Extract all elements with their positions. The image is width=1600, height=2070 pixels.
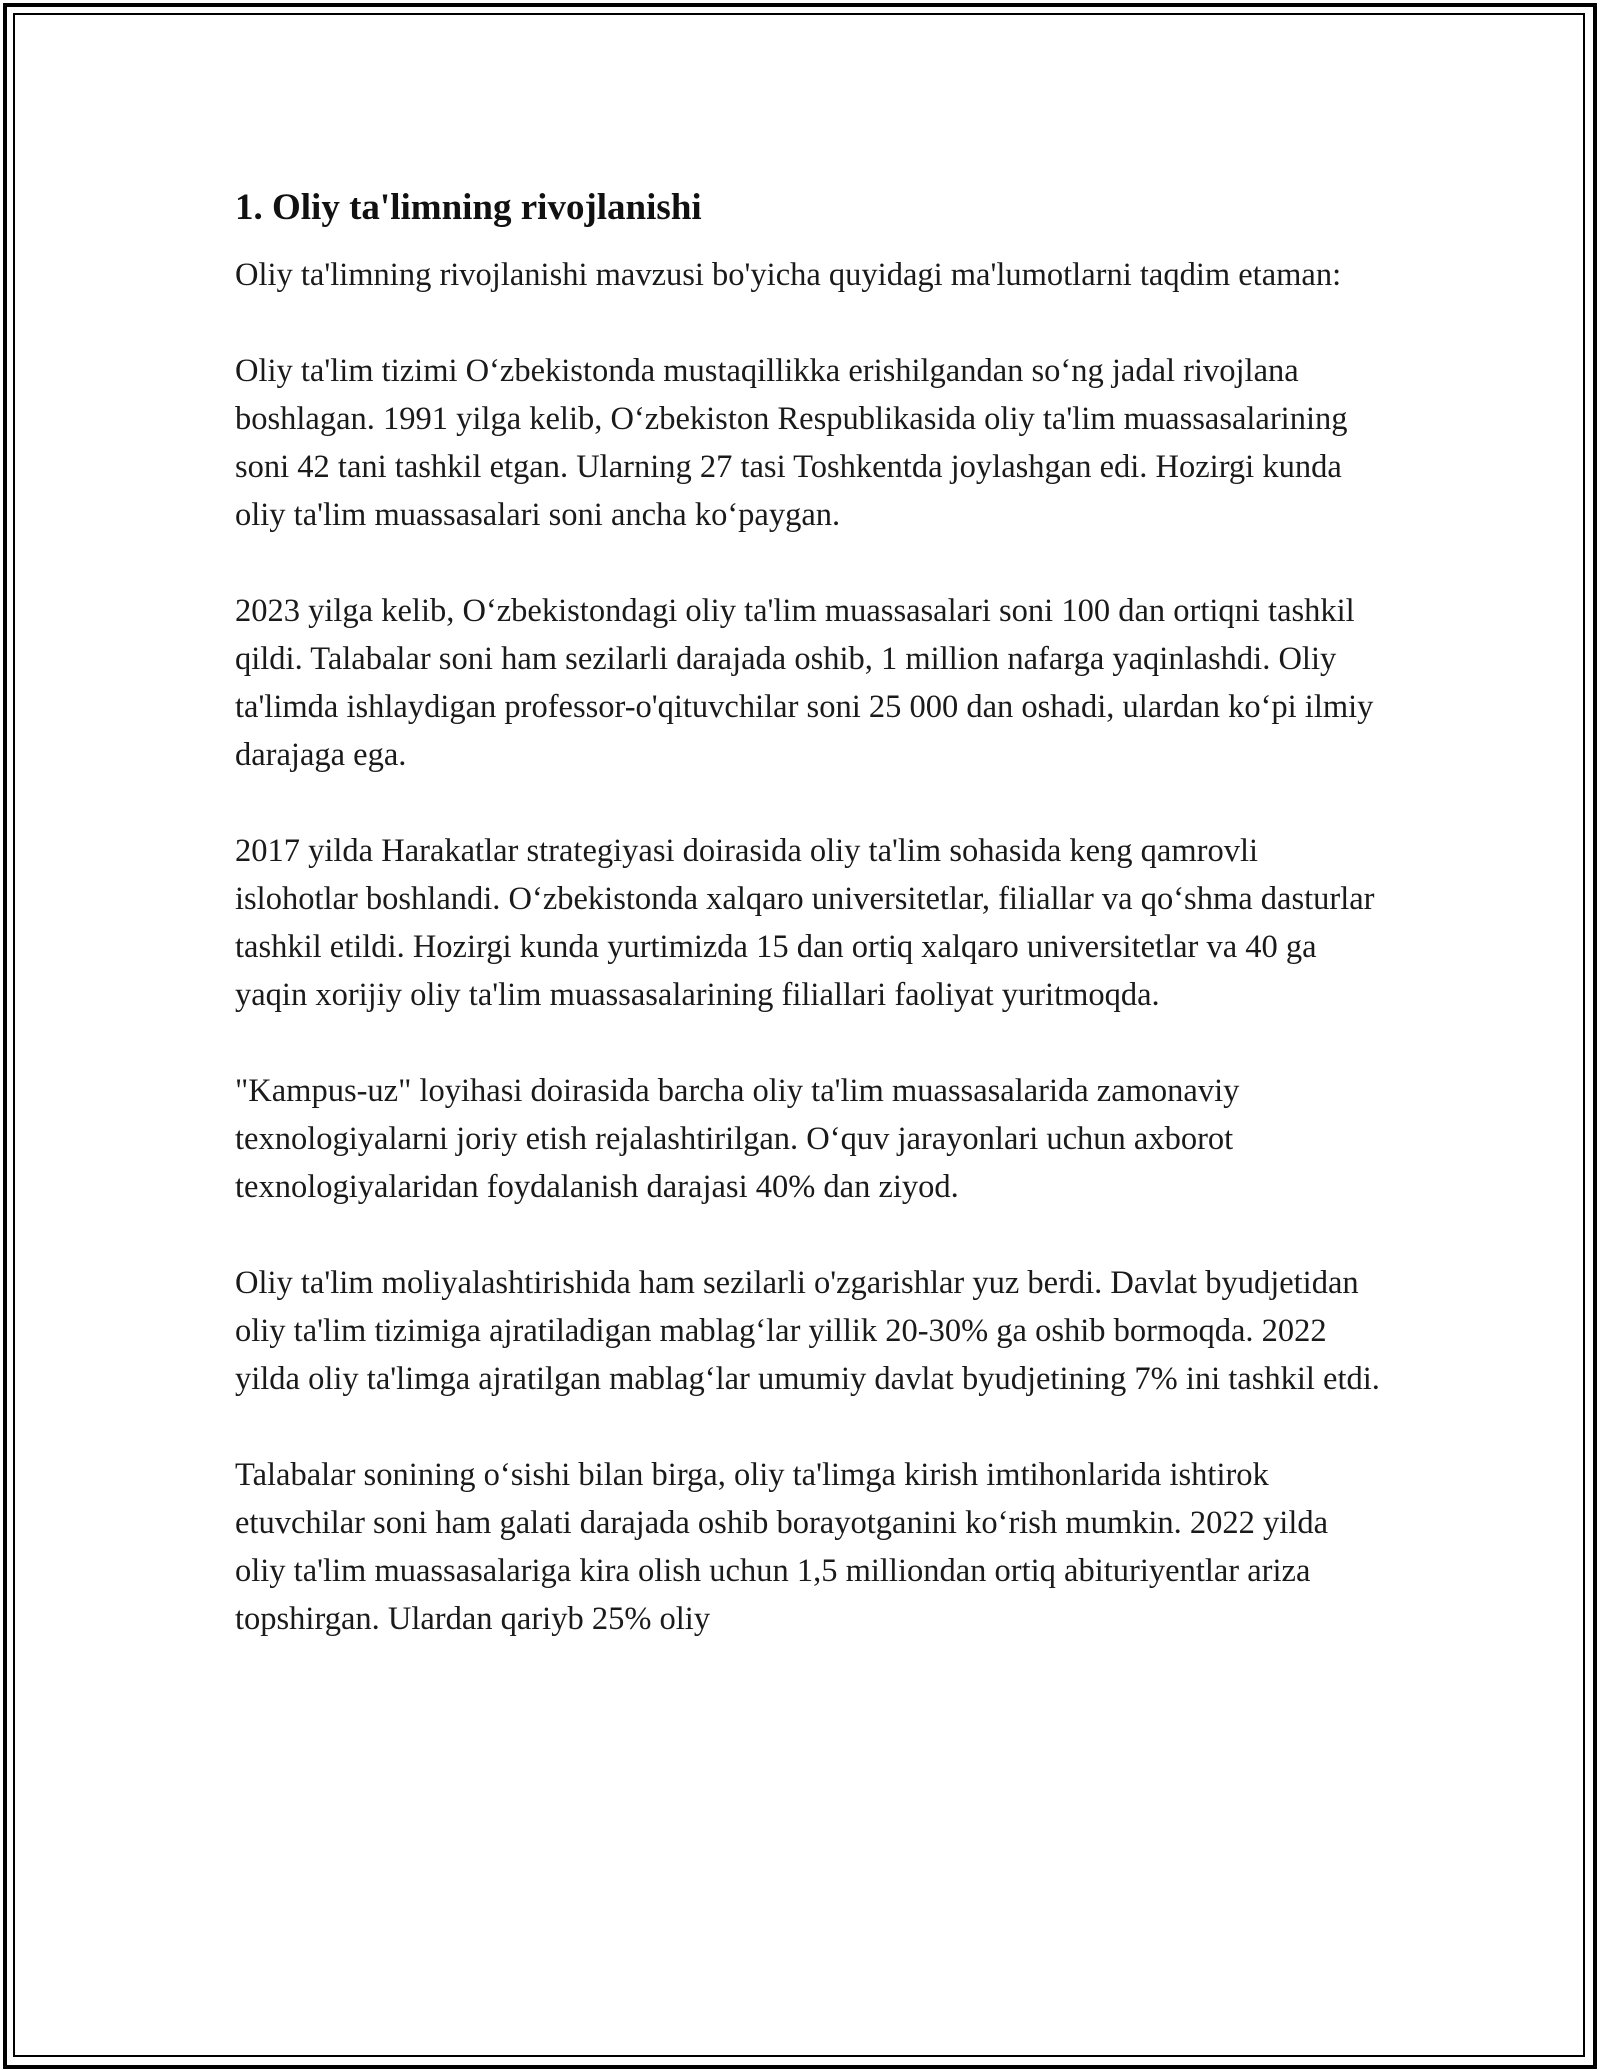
paragraph-2017-reforms: 2017 yilda Harakatlar strategiyasi doirasida oliy ta'lim sohasida keng qamrovli islohotlar boshlandi. O‘zbekistonda xalqaro universitetlar, filiallar va qo‘shma dasturlar tashkil etildi. Hozirgi kunda yurtimizda 15 dan ortiq xalqaro universitetlar va 40 ga yaqin xorijiy oliy ta'lim muassasalarining filiallari faoliyat yuritmoqda. (235, 833, 1375, 1013)
document-body (235, 185, 1385, 1691)
paragraph-intro: Oliy ta'limning rivojlanishi mavzusi bo'yicha quyidagi ma'lumotlarni taqdim etaman: (235, 257, 1342, 293)
paragraph-financing: Oliy ta'lim moliyalashtirishida ham sezilarli o'zgarishlar yuz berdi. Davlat byudjetidan oliy ta'lim tizimiga ajratiladigan mablag‘lar yillik 20-30% ga oshib bormoqda. 2022 yilda oliy ta'limga ajratilgan mablag‘lar umumiy davlat byudjetining 7% ini tashkil etdi. (235, 1265, 1380, 1397)
paragraph-kampus-uz: "Kampus-uz" loyihasi doirasida barcha oliy ta'lim muassasalarida zamonaviy texnologiyalarni joriy etish rejalashtirilgan. O‘quv jarayonlari uchun axborot texnologiyalaridan foydalanish darajasi 40% dan ziyod. (235, 1073, 1240, 1205)
paragraph-admissions: Talabalar sonining o‘sishi bilan birga, oliy ta'limga kirish imtihonlarida ishtirok etuvchilar soni ham galati darajada oshib borayotganini ko‘rish mumkin. 2022 yilda oliy ta'lim muassasalariga kira olish uchun 1,5 milliondan ortiq abituriyentlar ariza topshirgan. Ulardan qariyb 25% oliy (235, 1457, 1329, 1637)
paragraph-2023-stats: 2023 yilga kelib, O‘zbekistondagi oliy ta'lim muassasalari soni 100 dan ortiqni tashkil qildi. Talabalar soni ham sezilarli darajada oshib, 1 million nafarga yaqinlashdi. Oliy ta'limda ishlaydigan professor-o'qituvchilar soni 25 000 dan oshadi, ulardan ko‘pi ilmiy darajaga ega. (235, 593, 1374, 773)
paragraph-history: Oliy ta'lim tizimi O‘zbekistonda mustaqillikka erishilgandan so‘ng jadal rivojlana boshlagan. 1991 yilga kelib, O‘zbekiston Respublikasida oliy ta'lim muassasalarining soni 42 tani tashkil etgan. Ularning 27 tasi Toshkentda joylashgan edi. Hozirgi kunda oliy ta'lim muassasalari soni ancha ko‘paygan. (235, 353, 1348, 533)
section-heading: 1. Oliy ta'limning rivojlanishi (235, 187, 702, 228)
